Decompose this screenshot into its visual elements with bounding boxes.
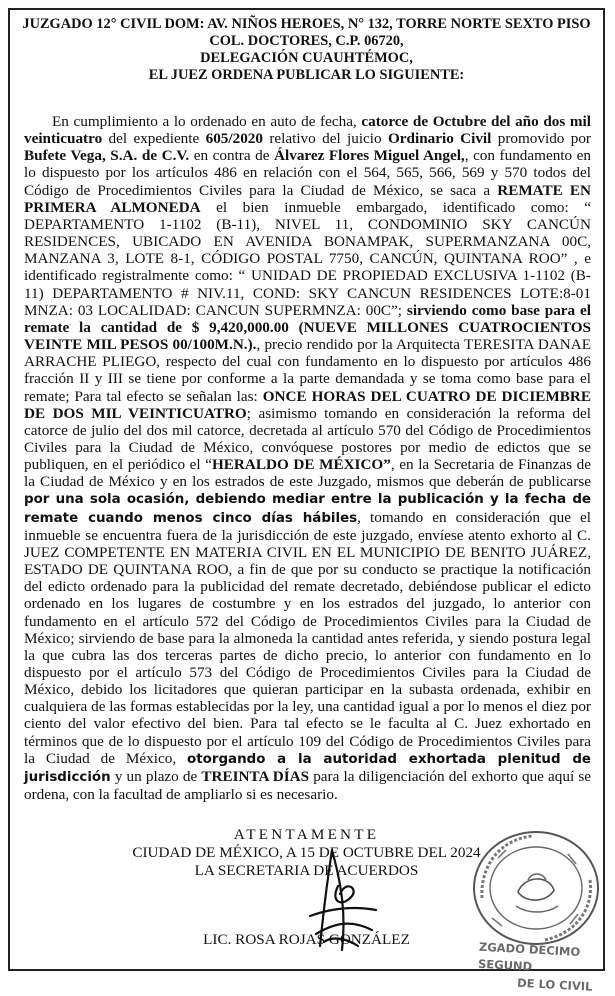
body-bold-date: catorce de Octubre del año dos mil veinticuatro <box>24 113 591 148</box>
body-bold-base-price: sirviendo como base para el remate la cantidad de $ 9,420,000.00 (NUEVE MILLONES CUATROCIENTOS VEINTE MIL PESOS 00/100M.N.). <box>24 301 591 354</box>
signer-name: LIC. ROSA ROJAS GONZÁLEZ <box>203 931 410 948</box>
place-date: CIUDAD DE MÉXICO, A 15 DE OCTUBRE DEL 2024 <box>132 844 481 861</box>
signer-role: LA SECRETARIA DE ACUERDOS <box>194 862 419 879</box>
body-text-04: promovido por <box>491 130 591 148</box>
body-bold-auction: REMATE EN PRIMERA ALMONEDA <box>24 181 592 216</box>
body-bold-thirty-days: TREINTA DÍAS <box>201 767 310 785</box>
body-text-08: , precio rendido por la Arquitecta TERESITA DANAE ARRACHE PLIEGO, respecto del cual con fundamento en lo dispuesto por artículos 486 fracción II y III se tiene por conforme a la parte demandada y se toma como base para el remate; Para tal efecto se señalan las: <box>24 336 591 405</box>
header-line-3: DELEGACIÓN CUAUHTÉMOC, <box>200 50 413 66</box>
body-text-05: en contra de <box>189 147 275 165</box>
body-bold-defendant: Álvarez Flores Miguel Angel, <box>274 147 465 165</box>
body-text-09: ; asimismo tomando en consideración la reforma del catorce de julio del dos mil catorce, decretada al artículo 570 del Código de Procedimientos Civiles para la Ciudad de México, convóquese postores por medio de edictos que se publiquen, en el periódico el “ <box>24 404 591 474</box>
court-header <box>10 16 603 84</box>
header-line-1: JUZGADO 12° CIVIL DOM: AV. NIÑOS HEROES, N° 132, TORRE NORTE SEXTO PISO <box>22 16 591 32</box>
body-text-10: , en la Secretaria de Finanzas de la Ciudad de México y en los estrados de este Juzgado, mismos que deberán de publicarse <box>24 456 591 491</box>
body-text-02: del expediente <box>102 130 206 148</box>
body-bold-trial-type: Ordinario Civil <box>387 130 492 148</box>
body-bold-newspaper: HERALDO DE MÉXICO” <box>211 456 391 474</box>
body-text-06: , con fundamento en lo dispuesto por los artículos 486 en relación con el 564, 565, 566, 569 y 570 todos del Código de Procedimientos Civiles para la Ciudad de México, se saca a <box>24 147 591 199</box>
header-line-2: COL. DOCTORES, C.P. 06720, <box>209 33 404 49</box>
seal-stamp-line-2: DE LO CIVIL <box>516 975 593 994</box>
body-bold-plaintiff: Bufete Vega, S.A. de C.V. <box>24 147 190 165</box>
body-text-07: el bien inmueble embargado, identificado como: “ DEPARTAMENTO 1-1102 (B-11), NIVEL 11, CONDOMINIO SKY CANCÚN RESIDENCES, UBICADO EN AVENIDA BONAMPAK, SUPERMANZANA 00C, MANZANA 3, LOTE 8-1, CÓDIGO POSTAL 7750, CANCÚN, QUINTANA ROO” , e identificado registralmente como: “ UNIDAD DE PROPIEDAD EXCLUSIVA 1-1102 (B-11) DEPARTAMENTO # NIV.11, COND: SKY CANCUN RESIDENCES LOTE:8-01 MNZA: 03 LOCALIDAD: CANCUN SUPERMNZA: 00C”; <box>24 198 591 319</box>
seal-stamp-line-1: ZGADO DÉCIMO SEGUND <box>477 939 581 974</box>
body-bold-case-number: 605/2020 <box>205 130 263 148</box>
body-text-01: En cumplimiento a lo ordenado en auto de fecha, <box>52 113 362 130</box>
body-text-11: , tomando en consideración que el inmueble se encuentra fuera de la jurisdicción de este juzgado, envíese atento exhorto al C. JUEZ COMPETENTE EN MATERIA CIVIL EN EL MUNICIPIO DE BENITO JUÁREZ, ESTADO DE QUINTANA ROO, a fin de que por su conducto se practique la notificación del edicto ordenado para la publicidad del remate decretado, debiéndose publicar el edicto ordenado en los lugares de costumbre y en los estrados del juzgado, lo anterior con fundamento en el artículo 572 del Código de Procedimientos Civiles para la Ciudad de México; sirviendo de base para la almoneda la cantidad antes referida, y siendo postura legal la que cubra las dos terceras partes de dicho precio, lo anterior con fundamento en lo dispuesto por el artículo 573 del Código de Procedimientos Civiles para la Ciudad de México, debido los licitadores que quieran participar en la subasta ordenada, exhibir en cualquiera de las formas establecidas por la ley, una cantidad igual a por lo menos el diez por ciento del valor efectivo del bien. Para tal efecto se le faculta al C. Juez exhortado en términos que de lo dispuesto por el artículo 109 del Código de Procedimientos Civiles para la Ciudad de México, <box>24 508 592 767</box>
edict-document <box>8 8 605 994</box>
body-bold-jurisdiction: otorgando a la autoridad exhortada plenitud de jurisdicción <box>24 751 592 785</box>
closing-atentamente: ATENTAMENTE <box>233 826 380 843</box>
body-text-13: para la diligenciación del exhorto que aquí se ordena, con la facultad de ampliarlo si es necesario. <box>24 767 591 804</box>
body-bold-publication-terms: por una sola ocasión, debiendo mediar entre la publicación y la fecha de remate cuando menos cinco días hábiles <box>24 492 591 526</box>
body-text-12: y un plazo de <box>110 767 202 785</box>
header-line-4: EL JUEZ ORDENA PUBLICAR LO SIGUIENTE: <box>148 67 465 83</box>
body-bold-auction-time: ONCE HORAS DEL CUATRO DE DICIEMBRE DE DOS MIL VEINTICUATRO <box>24 387 591 422</box>
body-text-03: relativo del juicio <box>263 130 388 148</box>
edict-body <box>24 113 591 803</box>
